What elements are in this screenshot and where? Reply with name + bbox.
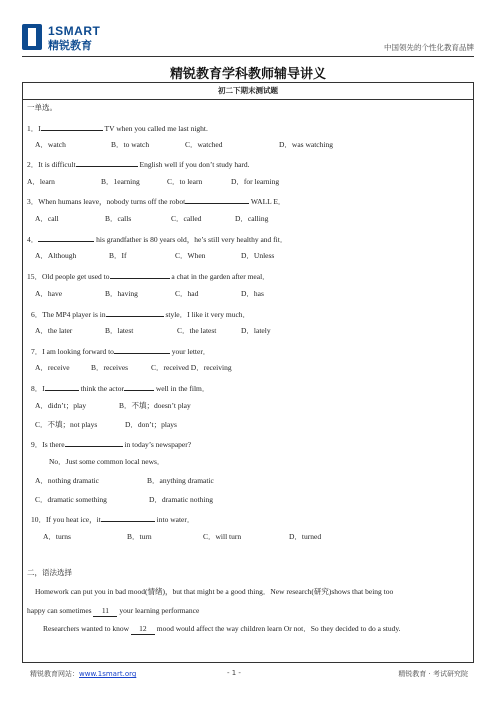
question-text: 1．I <box>27 124 41 133</box>
option: D．lately <box>241 326 271 335</box>
option: A．the later <box>35 326 73 335</box>
question-9 <box>31 438 191 450</box>
passage-line-3 <box>43 624 400 635</box>
page-header <box>0 0 496 60</box>
option: A．didn’t；play <box>35 401 87 410</box>
option: B．to watch <box>111 140 150 149</box>
option: C．received D．receiving <box>151 363 232 372</box>
passage-line-1: Homework can put you in bad mood(情绪)，but that might be a good thing．New research(研究)shows that being too <box>35 587 394 596</box>
passage-text: happy can sometimes <box>27 606 92 615</box>
question-8 <box>31 382 209 394</box>
section-heading-grammar: 二，语法选择 <box>27 568 72 577</box>
brand-logo <box>22 24 122 52</box>
question-text: in today’s newspaper? <box>124 440 192 449</box>
question-text: 3．When humans leave，nobody turns off the robot <box>27 197 186 206</box>
question-text: TV when you called me last night. <box>104 124 208 133</box>
option: C．When <box>175 251 206 260</box>
blank-11: 11 <box>93 606 117 617</box>
question-text: style．I like it very much． <box>165 310 251 319</box>
answer-blank <box>106 308 164 317</box>
question-text: into water． <box>156 515 195 524</box>
answer-blank <box>110 270 170 279</box>
option: B．不填；doesn’t play <box>119 401 191 410</box>
footer-site <box>30 669 136 679</box>
page-number: - 1 - <box>227 669 241 677</box>
answer-blank <box>101 513 155 522</box>
option: C．had <box>175 289 199 298</box>
option: B．latest <box>105 326 134 335</box>
header-divider <box>22 56 474 57</box>
question-text: WALL E． <box>250 197 286 206</box>
answer-blank <box>65 438 123 447</box>
document-title: 精锐教育学科教师辅导讲义 <box>169 67 326 82</box>
question-text: 7．I am looking forward to <box>31 347 114 356</box>
option: B．calls <box>105 214 132 223</box>
option: D．turned <box>289 532 322 541</box>
brand-tagline: 中国领先的个性化教育品牌 <box>384 43 474 52</box>
footer-institute: 精锐教育 · 考试研究院 <box>398 670 468 678</box>
question-3 <box>27 195 285 207</box>
question-text: 4． <box>27 235 39 244</box>
option: D．Unless <box>241 251 275 260</box>
question-2 <box>27 158 250 170</box>
passage-text: your learning performance <box>119 606 200 615</box>
question-text: 10．If you heat ice，it <box>31 515 101 524</box>
answer-blank <box>76 158 138 167</box>
blank-12: 12 <box>131 624 155 635</box>
option: D．for learning <box>231 177 280 186</box>
option: D．don’t；plays <box>125 420 177 429</box>
option: A．learn <box>27 177 55 186</box>
option: A．Although <box>35 251 77 260</box>
option: C．the latest <box>177 326 217 335</box>
passage-line-2 <box>27 606 199 617</box>
option: B．1earning <box>101 177 140 186</box>
question-1 <box>27 122 208 134</box>
option: D．calling <box>235 214 269 223</box>
logo-mark-icon <box>22 24 42 50</box>
option: A．watch <box>35 140 66 149</box>
question-text: 8．I <box>31 384 45 393</box>
answer-blank <box>45 382 79 391</box>
option: A．nothing dramatic <box>35 476 99 485</box>
option: D．dramatic nothing <box>149 495 213 504</box>
option: A．turns <box>43 532 71 541</box>
question-6 <box>31 308 250 320</box>
test-heading: 初二下期末测试题 <box>23 83 473 100</box>
question-7 <box>31 345 210 357</box>
footer-site-label: 精锐教育网站： <box>30 670 79 678</box>
answer-blank <box>38 233 94 242</box>
question-text: well in the film． <box>155 384 210 393</box>
question-10 <box>31 513 194 525</box>
question-text: 2．It is difficult <box>27 160 76 169</box>
section-heading-single-choice: 一单选。 <box>27 103 57 112</box>
option: C．watched <box>185 140 223 149</box>
footer-site-link[interactable]: www.1smart.org <box>79 670 137 678</box>
question-text: his grandfather is 80 years old，he’s still very healthy and fit． <box>96 235 288 244</box>
option: A．have <box>35 289 63 298</box>
option: B．having <box>105 289 138 298</box>
option: A．call <box>35 214 59 223</box>
logo-chinese-name: 精锐教育 <box>48 39 92 52</box>
question-text: 15．Old people get used to <box>27 272 110 281</box>
question-text: your letter． <box>171 347 211 356</box>
option: B．If <box>109 251 127 260</box>
logo-wordmark: 1SMART <box>48 24 101 38</box>
passage-text: Researchers wanted to know <box>43 624 130 633</box>
option: C．不填；not plays <box>35 420 98 429</box>
question-text: think the actor <box>80 384 124 393</box>
passage-text: mood would affect the way children learn Or not．So they decided to do a study. <box>156 624 401 633</box>
question-4 <box>27 233 287 245</box>
option: C．to learn <box>167 177 203 186</box>
answer-blank <box>41 122 103 131</box>
option: C．called <box>171 214 202 223</box>
option: B．turn <box>127 532 152 541</box>
option: A．receive <box>35 363 70 372</box>
question-text: 6．The MP4 player is in <box>31 310 106 319</box>
content-frame <box>22 82 474 663</box>
question-9-reply: No．Just some common local news． <box>49 457 165 466</box>
question-text: English well if you don’t study hard. <box>139 160 250 169</box>
question-text: a chat in the garden after meal． <box>171 272 270 281</box>
option: C．will turn <box>203 532 242 541</box>
answer-blank <box>114 345 170 354</box>
option: D．was watching <box>279 140 333 149</box>
option: B．receives <box>91 363 129 372</box>
question-15 <box>27 270 270 282</box>
option: B．anything dramatic <box>147 476 214 485</box>
option: C．dramatic something <box>35 495 107 504</box>
answer-blank <box>124 382 154 391</box>
question-text: 9．Is there <box>31 440 65 449</box>
answer-blank <box>185 195 249 204</box>
option: D．has <box>241 289 264 298</box>
